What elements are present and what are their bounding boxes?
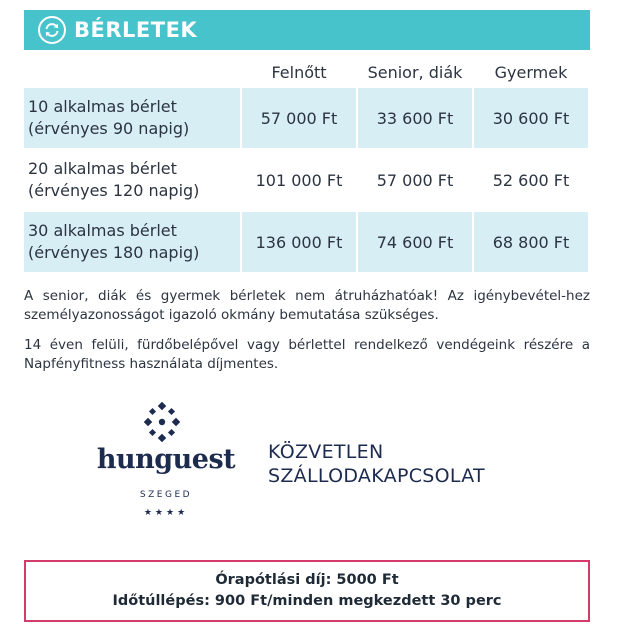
hunguest-logo (92, 402, 242, 522)
logo-city: SZEGED (139, 490, 193, 500)
pass-name: 10 alkalmas bérlet (28, 97, 177, 116)
logo-stars: ★★★★ (143, 508, 189, 518)
price-senior-student: 57 000 Ft (376, 170, 454, 190)
price-senior-student: 33 600 Ft (358, 88, 472, 148)
hourly-surcharge: Órapótlási díj: 5000 Ft (215, 572, 399, 588)
pass-label (24, 150, 240, 210)
table-row (24, 212, 590, 272)
price-adult: 57 000 Ft (242, 88, 356, 148)
hunguest-flower-icon (144, 402, 180, 442)
price-table (24, 58, 590, 272)
pass-label (24, 88, 240, 148)
fitness-note: 14 éven felüli, fürdőbelépővel vagy bérlettel rendelkező vendégeink részére a Napfényfitness használata díjmentes. (24, 337, 590, 372)
price-child: 30 600 Ft (474, 88, 588, 148)
price-child: 68 800 Ft (474, 212, 588, 272)
logo-name: hunguest (96, 444, 236, 475)
table-row (24, 88, 590, 148)
pass-validity: (érvényes 180 napig) (28, 243, 200, 262)
direct-line1: KÖZVETLEN (268, 441, 384, 463)
column-header-adult: Felnőtt (271, 62, 327, 82)
table-row (24, 150, 590, 210)
table-header-row (24, 58, 590, 86)
pass-name: 20 alkalmas bérlet (28, 159, 177, 178)
pass-label (24, 212, 240, 272)
price-adult: 101 000 Ft (255, 170, 343, 190)
pass-validity: (érvényes 90 napig) (28, 119, 190, 138)
price-child: 52 600 Ft (492, 170, 570, 190)
direct-line2: SZÁLLODAKAPCSOLAT (268, 465, 485, 487)
column-header-child: Gyermek (494, 62, 568, 82)
non-transferable-note: A senior, diák és gyermek bérletek nem átruházhatóak! Az igénybevétel-hez személyazonosságot igazoló okmány bemutatása szükséges. (24, 288, 590, 323)
price-adult: 136 000 Ft (242, 212, 356, 272)
pass-name: 30 alkalmas bérlet (28, 221, 177, 240)
pass-validity: (érvényes 120 napig) (28, 181, 200, 200)
page-title: BÉRLETEK (74, 18, 198, 42)
refresh-icon (38, 16, 66, 44)
column-header-senior-student: Senior, diák (367, 62, 463, 82)
header-bar (24, 10, 590, 50)
price-senior-student: 74 600 Ft (358, 212, 472, 272)
direct-hotel-contact (268, 440, 485, 488)
overtime-fee: Időtúllépés: 900 Ft/minden megkezdett 30 perc (112, 593, 502, 609)
fee-box (24, 560, 590, 622)
